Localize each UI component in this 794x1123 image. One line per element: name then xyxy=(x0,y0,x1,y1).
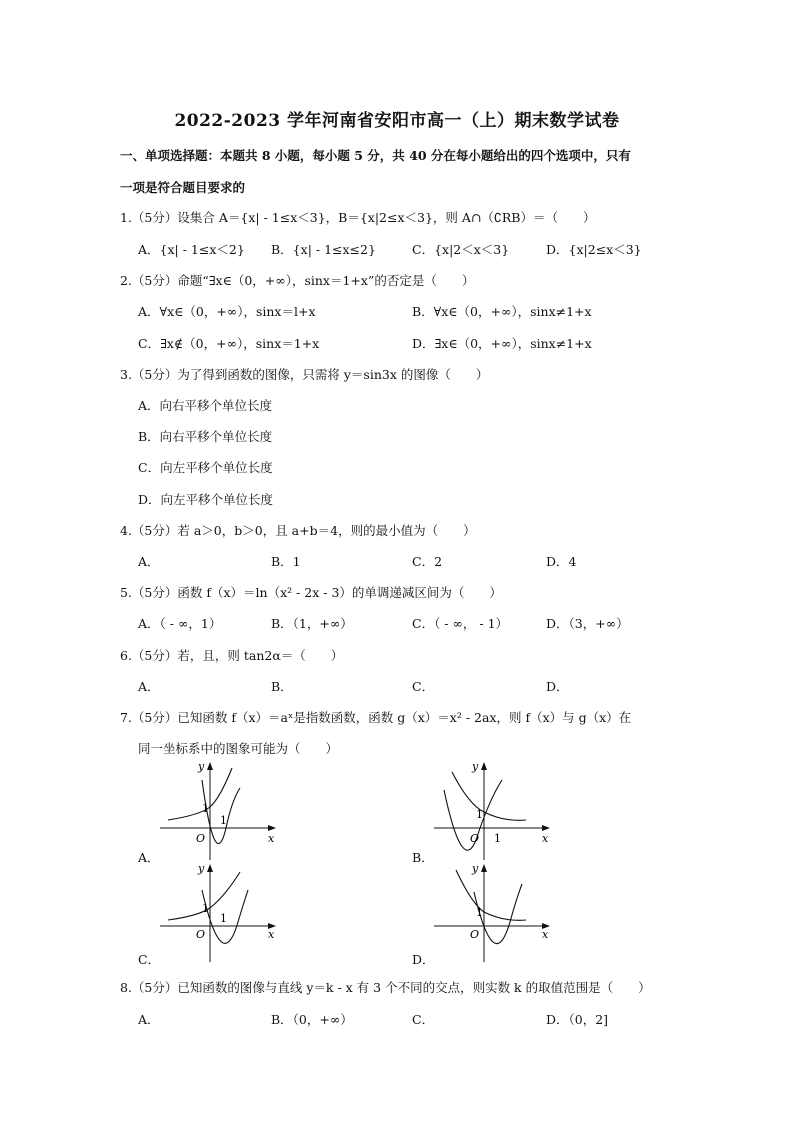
tick-1-y: 1 xyxy=(476,808,483,821)
q6-option-a: A． xyxy=(138,679,160,694)
exam-title: 2022-2023 学年河南省安阳市高一（上）期末数学试卷 xyxy=(174,111,620,131)
graph-option-a xyxy=(160,760,280,865)
q5-option-a: A．（ - ∞，1） xyxy=(138,616,222,631)
q8-option-a: A． xyxy=(138,1012,160,1027)
question-6-stem: 6.（5分）若，且，则 tan2α＝（ ） xyxy=(120,648,344,663)
origin-label: O xyxy=(196,832,206,845)
q5-option-b: B．（1，+∞） xyxy=(271,616,353,631)
q2-option-b: B．∀x∈（0，+∞），sinx≠1+x xyxy=(412,304,592,319)
section-heading-line2: 一项是符合题目要求的 xyxy=(120,180,246,195)
q7-option-c: C． xyxy=(138,952,161,967)
q1-option-c: C．{x|2＜x＜3} xyxy=(412,242,510,257)
q4-option-a: A． xyxy=(138,554,160,569)
tick-1-y: 1 xyxy=(476,906,483,919)
q4-option-c: C．2 xyxy=(412,554,443,569)
q2-option-d: D．∃x∈（0，+∞），sinx≠1+x xyxy=(412,336,592,351)
q3-option-a: A．向右平移个单位长度 xyxy=(138,398,273,413)
q5-option-c: C．（ - ∞， - 1） xyxy=(412,616,509,631)
question-1-stem: 1.（5分）设集合 A＝{x| - 1≤x＜3}，B＝{x|2≤x＜3}，则 A∩（∁RB）＝（ ） xyxy=(120,210,596,225)
x-axis-arrow xyxy=(268,825,276,831)
tick-1-x: 1 xyxy=(220,912,227,925)
y-axis-arrow xyxy=(207,762,213,770)
question-3-stem: 3.（5分）为了得到函数的图像，只需将 y＝sin3x 的图像（ ） xyxy=(120,367,489,382)
y-axis-arrow xyxy=(481,762,487,770)
q5-option-d: D．（3，+∞） xyxy=(546,616,629,631)
y-axis-arrow xyxy=(207,864,213,872)
tick-1-x: 1 xyxy=(220,814,227,827)
tick-1-x: 1 xyxy=(494,832,501,845)
q3-option-d: D．向左平移个单位长度 xyxy=(138,492,274,507)
origin-label: O xyxy=(470,928,480,941)
exponential-curve xyxy=(452,772,526,820)
q4-option-b: B．1 xyxy=(271,554,301,569)
q2-option-c: C．∃x∉（0，+∞），sinx＝1+x xyxy=(138,336,320,351)
question-4-stem: 4.（5分）若 a＞0，b＞0，且 a+b＝4，则的最小值为（ ） xyxy=(120,523,476,538)
x-axis-arrow xyxy=(542,825,550,831)
origin-label: O xyxy=(196,928,206,941)
origin-label: O xyxy=(470,832,480,845)
x-label: x xyxy=(542,928,549,941)
q6-option-c: C． xyxy=(412,679,435,694)
q1-option-b: B．{x| - 1≤x≤2} xyxy=(271,242,376,257)
q1-option-d: D．{x|2≤x＜3} xyxy=(546,242,642,257)
exponential-curve xyxy=(168,768,232,820)
y-label: y xyxy=(472,862,479,875)
q2-option-a: A．∀x∈（0，+∞），sinx＝l+x xyxy=(138,304,316,319)
q7-option-d: D． xyxy=(412,952,435,967)
q6-option-d: D． xyxy=(546,679,569,694)
section-heading-line1: 一、单项选择题：本题共 8 小题，每小题 5 分，共 40 分在每小题给出的四个选项中，只有 xyxy=(120,148,631,163)
tick-1-y: 1 xyxy=(202,902,209,915)
q8-option-c: C． xyxy=(412,1012,435,1027)
question-7-stem: 7.（5分）已知函数 f（x）＝aˣ是指数函数，函数 g（x）＝x² - 2ax，则 f（x）与 g（x）在 xyxy=(120,710,632,725)
y-label: y xyxy=(198,862,205,875)
q6-option-b: B． xyxy=(271,679,293,694)
question-8-stem: 8.（5分）已知函数的图像与直线 y＝k - x 有 3 个不同的交点，则实数 k 的取值范围是（ ） xyxy=(120,980,651,995)
graph-option-c xyxy=(160,862,280,967)
y-axis-arrow xyxy=(481,864,487,872)
question-7-stem-line2: 同一坐标系中的图象可能为（ ） xyxy=(138,741,339,756)
exponential-curve xyxy=(456,870,526,920)
question-5-stem: 5.（5分）函数 f（x）＝ln（x² - 2x - 3）的单调递减区间为（ ） xyxy=(120,585,502,600)
x-label: x xyxy=(268,928,275,941)
question-2-stem: 2.（5分）命题“∃x∈（0，+∞），sinx＝1+x”的否定是（ ） xyxy=(120,273,475,288)
y-label: y xyxy=(198,760,205,773)
graph-option-d xyxy=(434,862,554,967)
q7-option-a: A． xyxy=(138,850,160,865)
y-label: y xyxy=(472,760,479,773)
q3-option-b: B．向右平移个单位长度 xyxy=(138,429,273,444)
q3-option-c: C．向左平移个单位长度 xyxy=(138,460,273,475)
x-label: x xyxy=(542,832,549,845)
q7-option-b: B． xyxy=(412,850,434,865)
q1-option-a: A．{x| - 1≤x＜2} xyxy=(138,242,245,257)
q8-option-d: D．（0，2] xyxy=(546,1012,609,1027)
q4-option-d: D．4 xyxy=(546,554,577,569)
graph-option-b xyxy=(434,760,554,865)
tick-1-y: 1 xyxy=(202,802,209,815)
x-label: x xyxy=(268,832,275,845)
q8-option-b: B．（0，+∞） xyxy=(271,1012,353,1027)
